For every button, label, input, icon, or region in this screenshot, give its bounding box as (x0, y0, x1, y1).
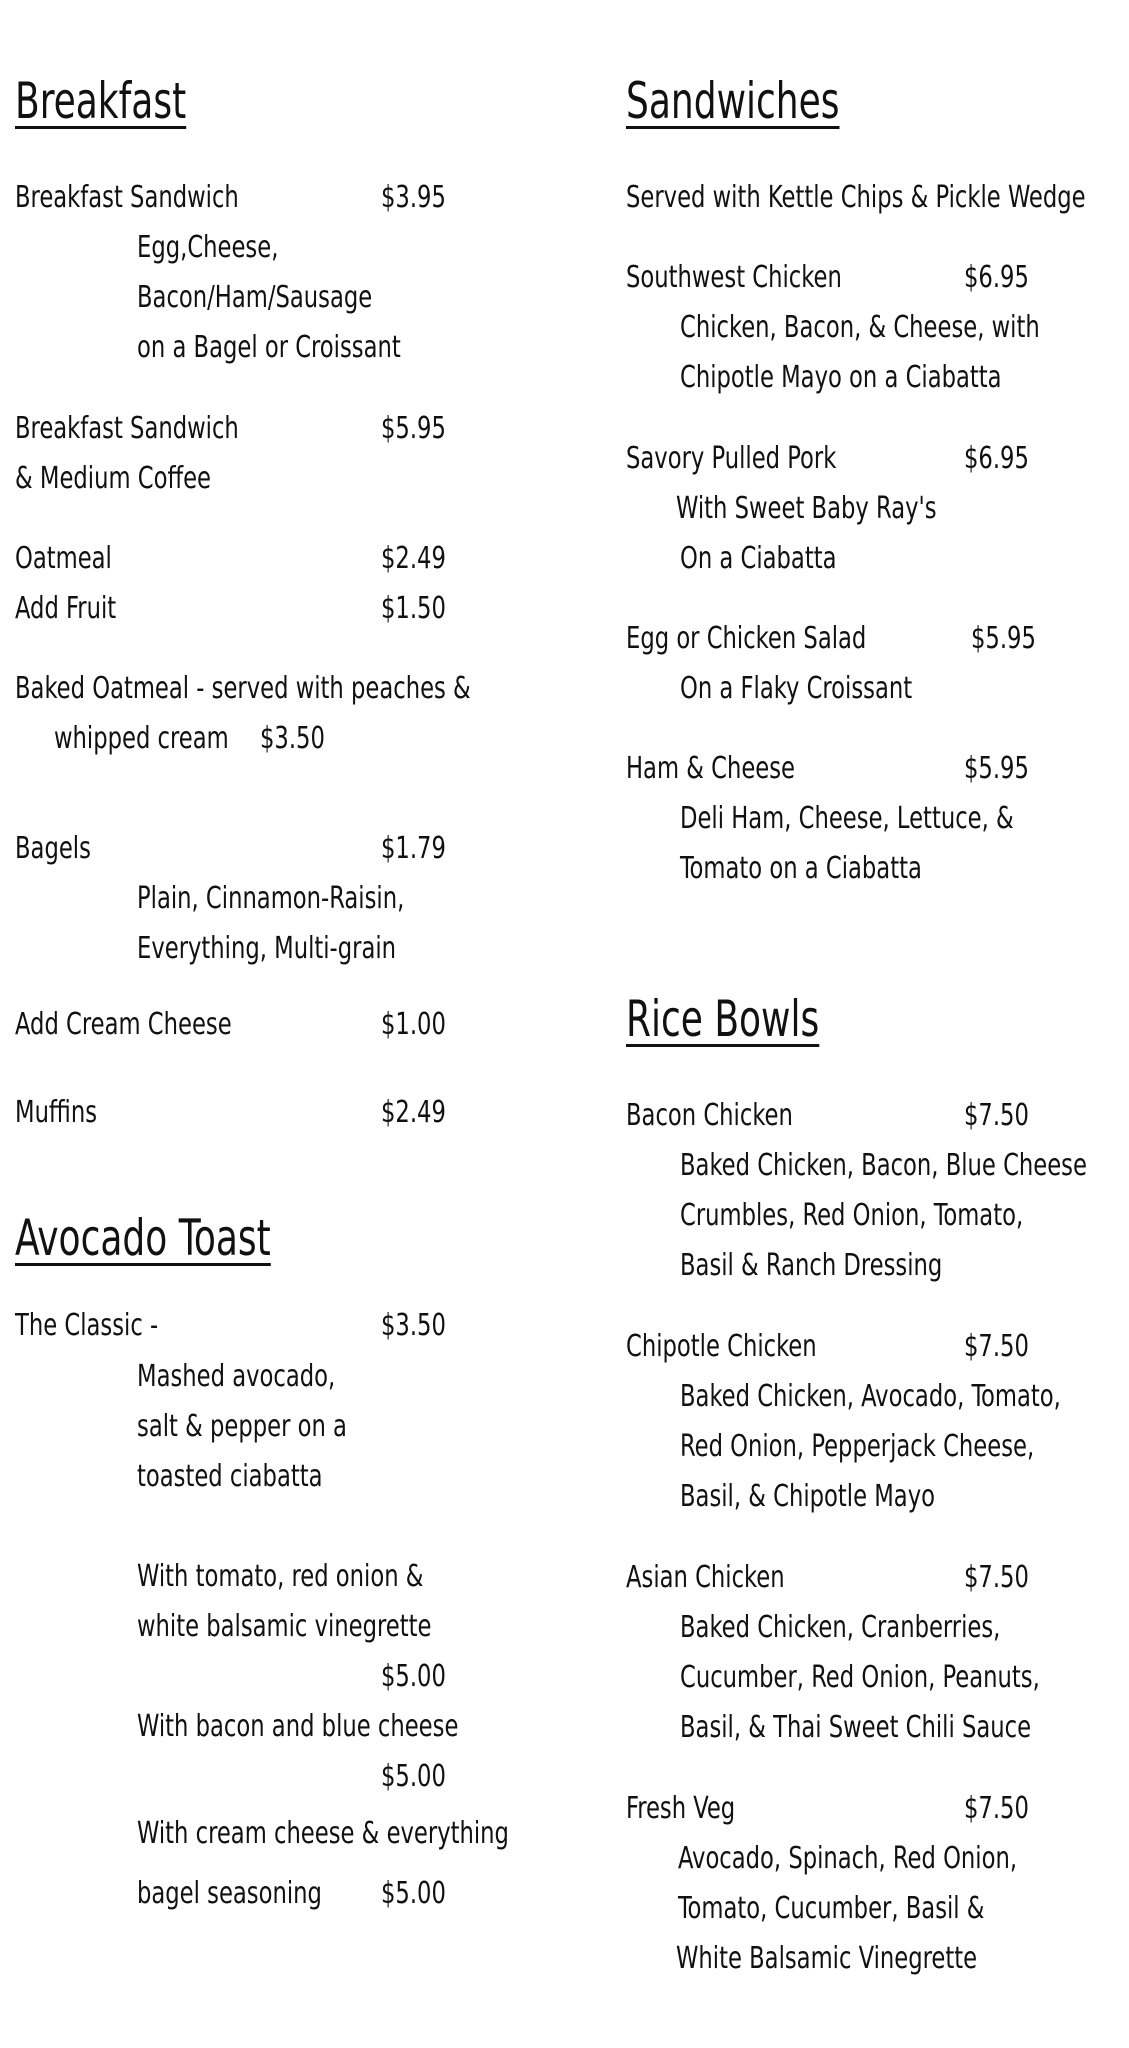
breakfast-heading: Breakfast (15, 72, 187, 130)
item-desc: Chipotle Mayo on a Ciabatta (680, 360, 1002, 395)
item-desc: on a Bagel or Croissant (137, 330, 401, 365)
item-desc: White Balsamic Vinegrette (676, 1941, 978, 1976)
item-desc: Everything, Multi-grain (137, 931, 397, 966)
item-desc: Basil, & Chipotle Mayo (680, 1479, 935, 1514)
item-price: $5.95 (964, 751, 1029, 786)
item-price: $2.49 (381, 541, 446, 576)
item-name: Savory Pulled Pork (626, 441, 837, 476)
item-name: Southwest Chicken (626, 260, 842, 295)
rice-bowls-heading: Rice Bowls (626, 990, 820, 1048)
item-desc: Baked Chicken, Bacon, Blue Cheese (680, 1148, 1087, 1183)
item-price: $1.79 (381, 831, 446, 866)
item-name-continued: & Medium Coffee (15, 461, 211, 496)
item-desc: Baked Chicken, Avocado, Tomato, (680, 1379, 1061, 1414)
avocado-toast-heading: Avocado Toast (15, 1209, 271, 1267)
option-line: With bacon and blue cheese (137, 1709, 459, 1744)
item-name: Add Fruit (15, 591, 117, 626)
item-price: $7.50 (964, 1791, 1029, 1826)
item-name: Bacon Chicken (626, 1098, 793, 1133)
item-desc: On a Flaky Croissant (680, 671, 913, 706)
item-name: Asian Chicken (626, 1560, 785, 1595)
item-price: $6.95 (964, 441, 1029, 476)
item-price: $3.50 (260, 721, 325, 756)
option-line: bagel seasoning (137, 1876, 322, 1911)
item-desc: Egg,Cheese, (137, 230, 279, 265)
item-name: Baked Oatmeal - served with peaches & (15, 671, 471, 706)
item-name: Ham & Cheese (626, 751, 795, 786)
item-name: Fresh Veg (626, 1791, 736, 1826)
item-name: Add Cream Cheese (15, 1007, 232, 1042)
item-desc: toasted ciabatta (137, 1459, 323, 1494)
item-price: $6.95 (964, 260, 1029, 295)
item-desc: salt & pepper on a (137, 1409, 347, 1444)
item-price: $5.95 (971, 621, 1036, 656)
item-desc: Tomato on a Ciabatta (680, 851, 922, 886)
option-price: $5.00 (381, 1659, 446, 1694)
item-price: $7.50 (964, 1098, 1029, 1133)
sandwiches-heading: Sandwiches (626, 72, 840, 130)
item-price: $7.50 (964, 1560, 1029, 1595)
item-desc: Basil, & Thai Sweet Chili Sauce (680, 1710, 1032, 1745)
item-desc: Basil & Ranch Dressing (680, 1248, 943, 1283)
item-desc: Tomato, Cucumber, Basil & (678, 1891, 985, 1926)
item-price: $7.50 (964, 1329, 1029, 1364)
item-name: Chipotle Chicken (626, 1329, 817, 1364)
item-desc: Bacon/Ham/Sausage (137, 280, 373, 315)
item-desc: With Sweet Baby Ray's (676, 491, 937, 526)
item-desc: Avocado, Spinach, Red Onion, (678, 1841, 1018, 1876)
item-name: Oatmeal (15, 541, 112, 576)
item-desc: Crumbles, Red Onion, Tomato, (680, 1198, 1024, 1233)
item-price: $1.00 (381, 1007, 446, 1042)
item-name: Breakfast Sandwich (15, 180, 239, 215)
item-price: $3.50 (381, 1308, 446, 1343)
item-name-continued: whipped cream (54, 721, 229, 756)
option-price: $5.00 (381, 1759, 446, 1794)
item-desc: Mashed avocado, (137, 1359, 336, 1394)
option-line: With cream cheese & everything (137, 1816, 509, 1851)
option-line: With tomato, red onion & (137, 1559, 424, 1594)
item-price: $2.49 (381, 1095, 446, 1130)
item-name: Bagels (15, 831, 91, 866)
item-desc: Baked Chicken, Cranberries, (680, 1610, 1001, 1645)
option-line: white balsamic vinegrette (137, 1609, 432, 1644)
sandwiches-note: Served with Kettle Chips & Pickle Wedge (626, 180, 1086, 215)
option-price: $5.00 (381, 1876, 446, 1911)
item-desc: Cucumber, Red Onion, Peanuts, (680, 1660, 1040, 1695)
item-name: Muffins (15, 1095, 98, 1130)
item-price: $1.50 (381, 591, 446, 626)
item-price: $5.95 (381, 411, 446, 446)
item-desc: Deli Ham, Cheese, Lettuce, & (680, 801, 1014, 836)
item-name: Breakfast Sandwich (15, 411, 239, 446)
item-price: $3.95 (381, 180, 446, 215)
item-desc: Red Onion, Pepperjack Cheese, (680, 1429, 1035, 1464)
item-desc: On a Ciabatta (680, 541, 837, 576)
item-desc: Chicken, Bacon, & Cheese, with (680, 310, 1040, 345)
item-desc: Plain, Cinnamon-Raisin, (137, 881, 405, 916)
item-name: Egg or Chicken Salad (626, 621, 867, 656)
item-name: The Classic - (15, 1308, 159, 1343)
